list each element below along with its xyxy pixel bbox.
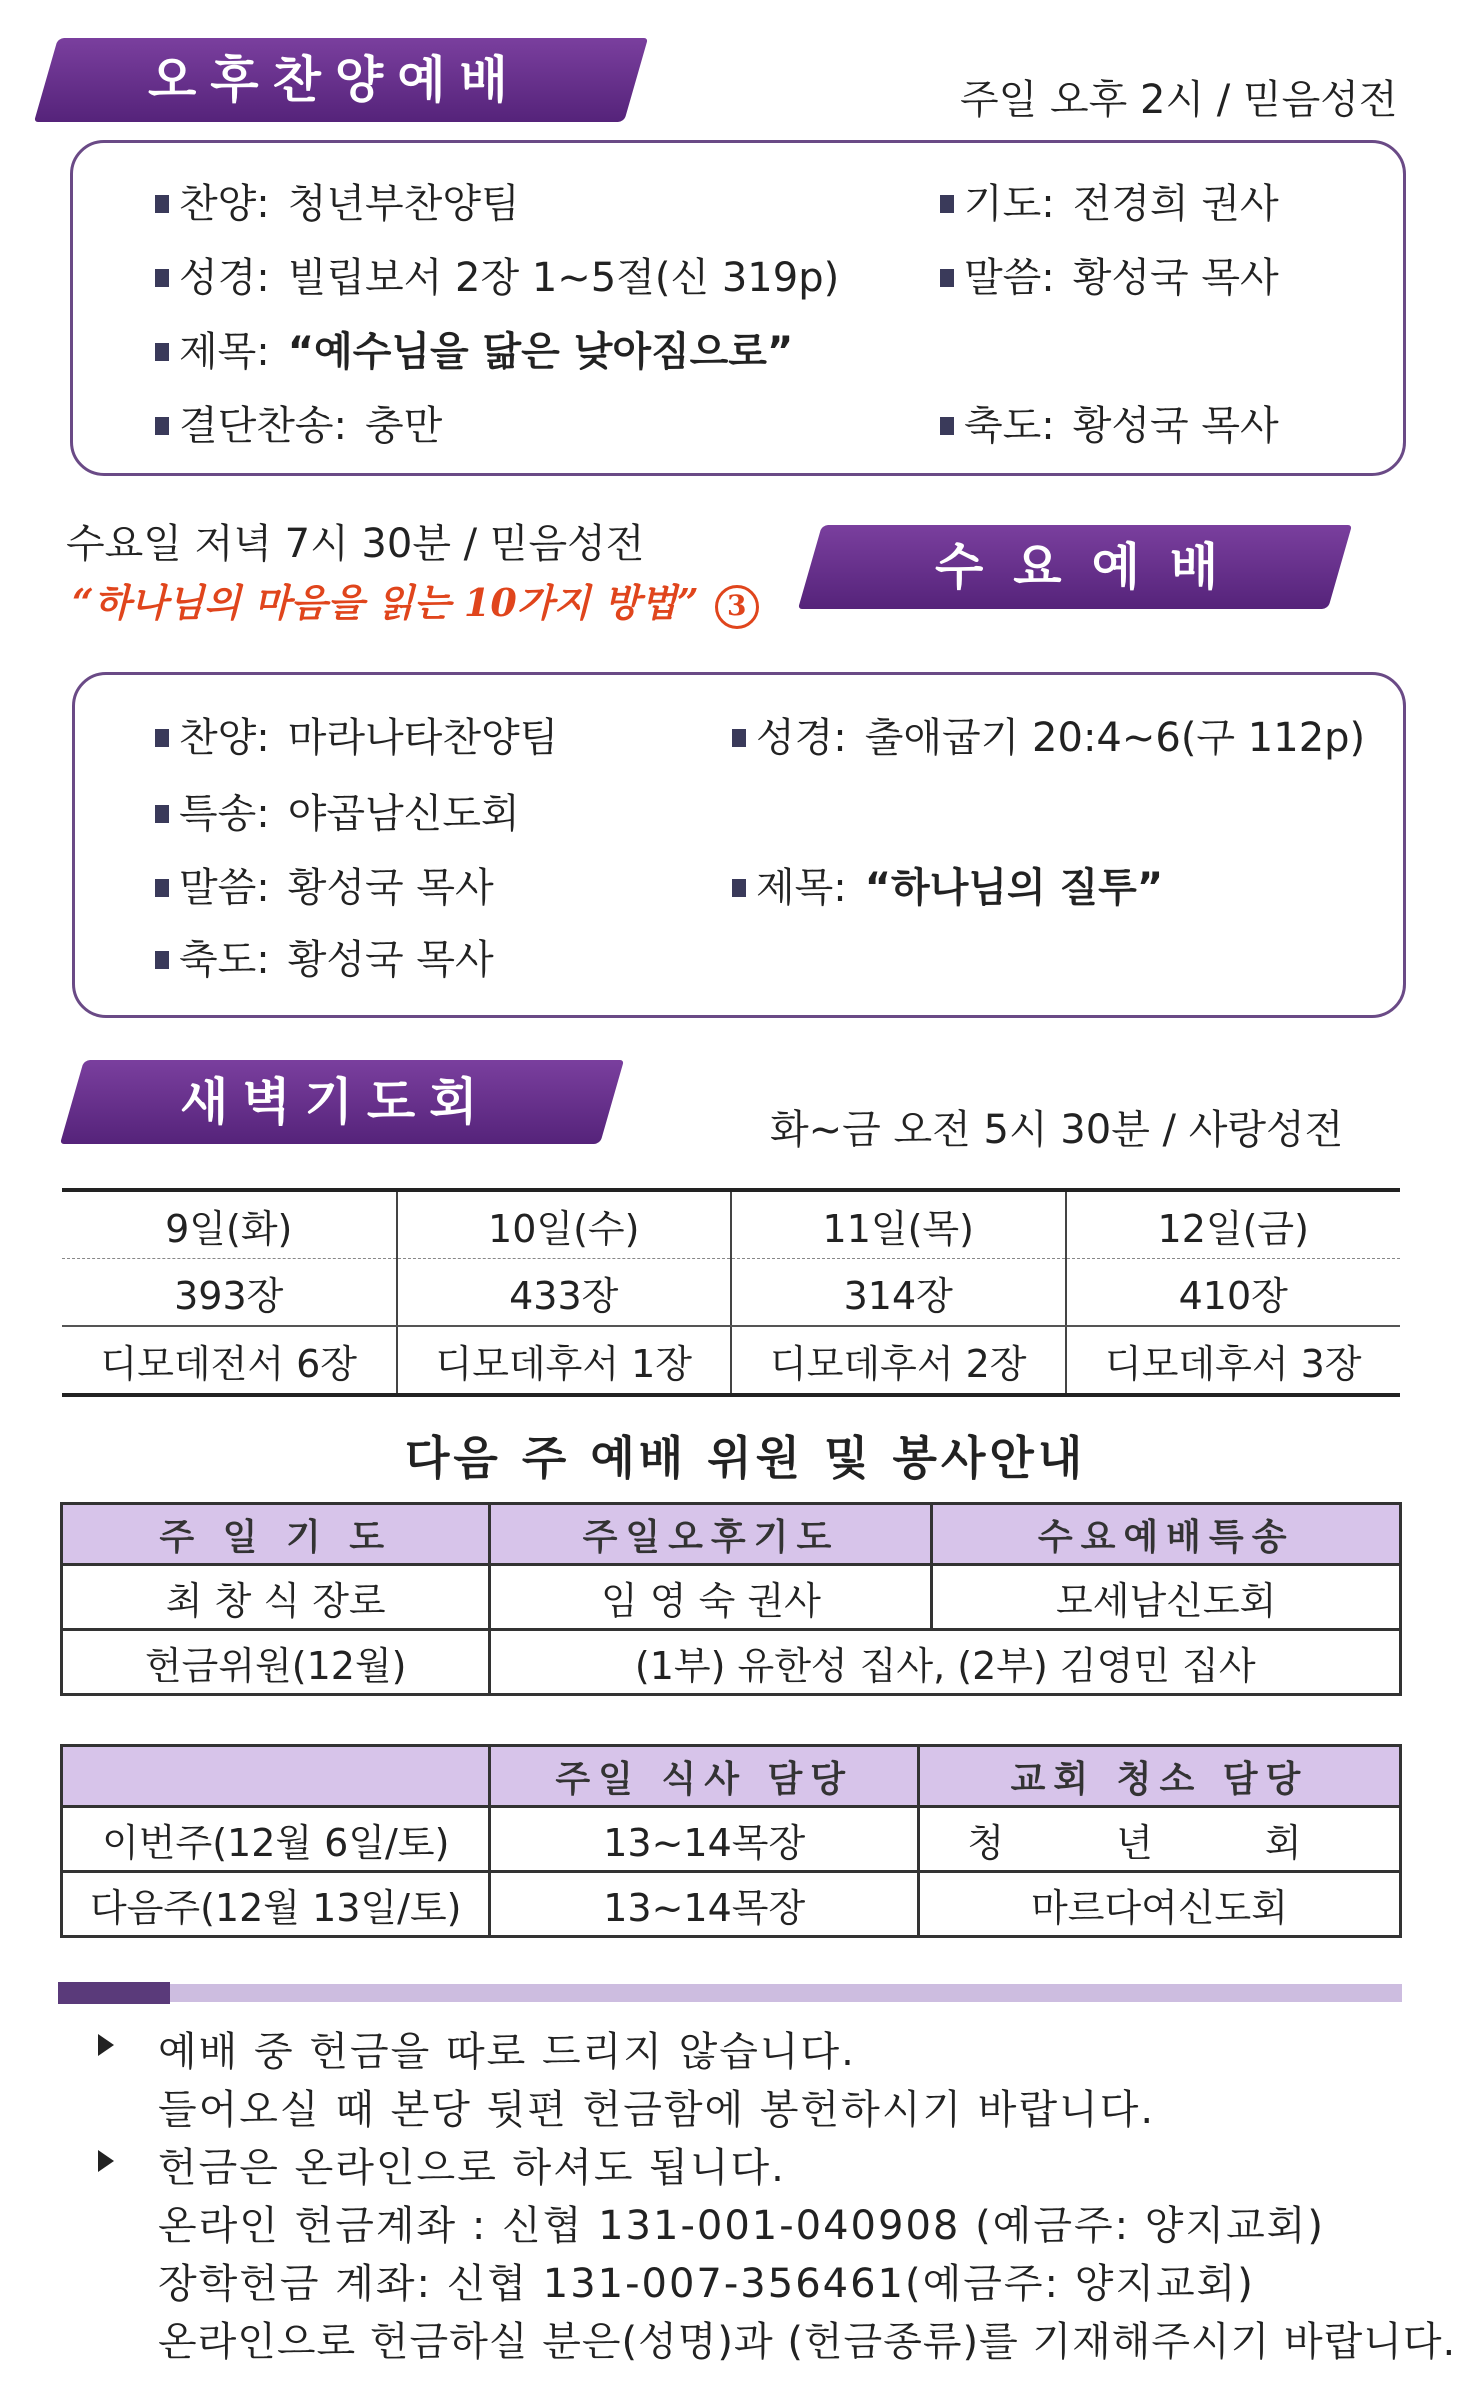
header-sunday-prayer: 주 일 기 도 — [62, 1504, 490, 1565]
bullet-icon — [155, 729, 169, 747]
notice-line: 들어오실 때 본당 뒷편 헌금함에 봉헌하시기 바랍니다. — [158, 2087, 1156, 2133]
header-meal: 주일 식사 담당 — [490, 1746, 918, 1807]
wednesday-time: 수요일 저녁 7시 30분 / 믿음성전 — [66, 521, 645, 567]
wednesday-item-benediction: 축도: 황성국 목사 — [155, 928, 494, 985]
afternoon-item-scripture: 성경: 빌립보서 2장 1~5절(신 319p) — [155, 246, 839, 303]
bullet-icon — [940, 417, 954, 435]
dawn-reading: 디모데전서 6장 — [62, 1326, 397, 1395]
next-week-title: 다음 주 예배 위원 및 봉사안내 — [405, 1431, 1087, 1485]
header-cleaning: 교회 청소 담당 — [918, 1746, 1400, 1807]
dawn-hymn: 314장 — [731, 1259, 1066, 1327]
bullet-icon — [155, 879, 169, 897]
notice-line: 온라인 헌금계좌 : 신협 131-001-040908 (예금주: 양지교회) — [158, 2203, 1325, 2249]
bullet-icon — [732, 879, 746, 897]
triangle-bullet-icon — [98, 2034, 114, 2056]
bullet-icon — [940, 195, 954, 213]
wednesday-series: “하나님의 마음을 읽는 10가지 방법” 3 — [72, 572, 759, 629]
dawn-day: 11일(목) — [731, 1190, 1066, 1259]
wednesday-special-group: 모세남신도회 — [932, 1565, 1401, 1630]
dawn-table — [62, 1188, 1400, 1397]
offering-value: (1부) 유한성 집사, (2부) 김영민 집사 — [490, 1630, 1401, 1695]
afternoon-item-praise: 찬양: 청년부찬양팀 — [155, 172, 520, 229]
dawn-hymn: 410장 — [1066, 1259, 1401, 1327]
header-afternoon-prayer: 주일오후기도 — [490, 1504, 932, 1565]
offering-label: 헌금위원(12월) — [62, 1630, 490, 1695]
dawn-reading: 디모데후서 1장 — [397, 1326, 732, 1395]
afternoon-item-prayer: 기도: 전경희 권사 — [940, 172, 1279, 229]
this-week-cleaning: 청 년 회 — [918, 1807, 1400, 1872]
bullet-icon — [155, 417, 169, 435]
triangle-bullet-icon — [98, 2150, 114, 2172]
divider-accent — [58, 1982, 170, 2004]
dawn-hymn: 393장 — [62, 1259, 397, 1327]
next-week-table — [60, 1502, 1402, 1696]
notice-line: 온라인으로 헌금하실 분은(성명)과 (헌금종류)를 기재해주시기 바랍니다. — [158, 2319, 1457, 2365]
afternoon-item-benediction: 축도: 황성국 목사 — [940, 394, 1279, 451]
bullet-icon — [732, 729, 746, 747]
afternoon-time: 주일 오후 2시 / 믿음성전 — [960, 77, 1398, 123]
afternoon-item-sermon: 말씀: 황성국 목사 — [940, 246, 1279, 303]
this-week-label: 이번주(12월 6일/토) — [62, 1807, 490, 1872]
wednesday-item-title: 제목: “하나님의 질투” — [732, 856, 1163, 913]
wednesday-item-sermon: 말씀: 황성국 목사 — [155, 856, 494, 913]
header-blank — [62, 1746, 490, 1807]
afternoon-title: 오후찬양예배 — [148, 51, 522, 109]
this-week-meal: 13~14목장 — [490, 1807, 918, 1872]
dawn-day: 10일(수) — [397, 1190, 732, 1259]
dawn-reading: 디모데후서 3장 — [1066, 1326, 1401, 1395]
dawn-day: 9일(화) — [62, 1190, 397, 1259]
bullet-icon — [940, 269, 954, 287]
bullet-icon — [155, 269, 169, 287]
dawn-day: 12일(금) — [1066, 1190, 1401, 1259]
next-week-meal: 13~14목장 — [490, 1872, 918, 1937]
bullet-icon — [155, 951, 169, 969]
afternoon-item-hymn: 결단찬송: 충만 — [155, 394, 442, 451]
sunday-prayer-person: 최 창 식 장로 — [62, 1565, 490, 1630]
bullet-icon — [155, 195, 169, 213]
next-week-cleaning: 마르다여신도회 — [918, 1872, 1400, 1937]
bullet-icon — [155, 343, 169, 361]
wednesday-item-scripture: 성경: 출애굽기 20:4~6(구 112p) — [732, 706, 1365, 763]
divider-bar — [170, 1984, 1402, 2002]
notice-line: 헌금은 온라인으로 하셔도 됩니다. — [158, 2145, 786, 2191]
next-week-label: 다음주(12월 13일/토) — [62, 1872, 490, 1937]
service-table — [60, 1744, 1402, 1938]
notice-line: 장학헌금 계좌: 신협 131-007-356461(예금주: 양지교회) — [158, 2261, 1255, 2307]
afternoon-item-title: 제목: “예수님을 닮은 낮아짐으로” — [155, 320, 793, 377]
dawn-title: 새벽기도회 — [180, 1073, 492, 1131]
dawn-time: 화~금 오전 5시 30분 / 사랑성전 — [770, 1107, 1344, 1153]
series-number: 3 — [715, 585, 759, 629]
wednesday-title: 수요예배 — [935, 538, 1249, 596]
dawn-reading: 디모데후서 2장 — [731, 1326, 1066, 1395]
wednesday-item-special: 특송: 야곱남신도회 — [155, 782, 520, 839]
notice-line: 예배 중 헌금을 따로 드리지 않습니다. — [158, 2029, 856, 2075]
header-wednesday-special: 수요예배특송 — [932, 1504, 1401, 1565]
afternoon-prayer-person: 임 영 숙 권사 — [490, 1565, 932, 1630]
bullet-icon — [155, 805, 169, 823]
dawn-hymn: 433장 — [397, 1259, 732, 1327]
wednesday-item-praise: 찬양: 마라나타찬양팀 — [155, 706, 558, 763]
